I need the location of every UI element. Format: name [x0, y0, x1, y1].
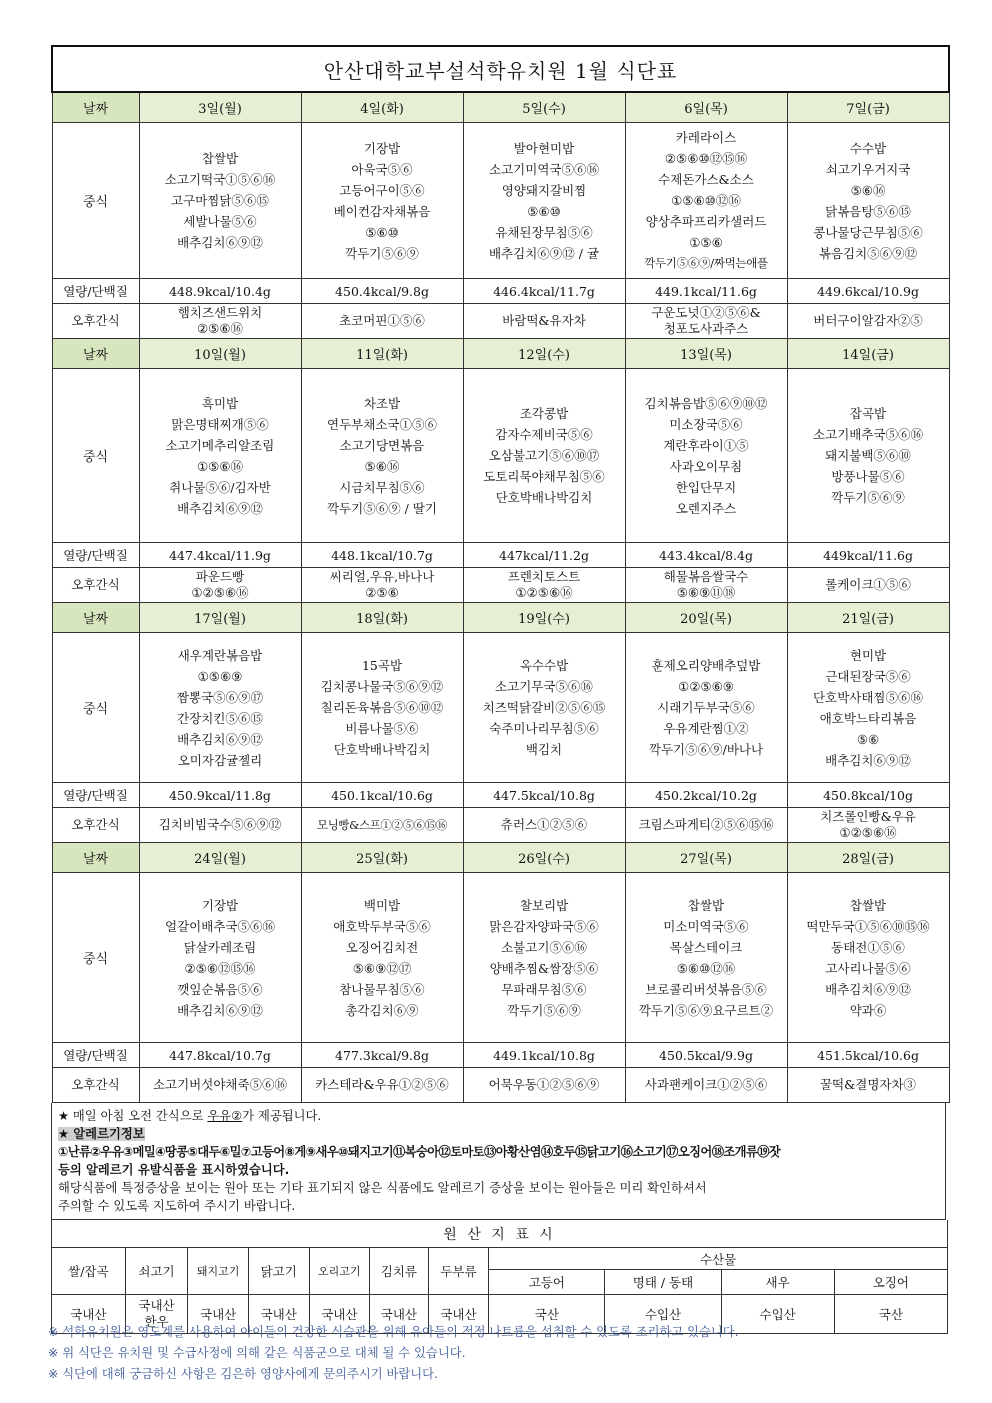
- menu-item: 콩나물당근무침⑤⑥: [813, 224, 923, 240]
- lunch-menu-cell: [463, 369, 625, 543]
- menu-item: ①②⑤⑥⑨: [677, 679, 735, 694]
- snack-item: 카스테라&우유①②⑤⑥: [315, 1077, 449, 1092]
- menu-item: 쇠고기우거지국: [825, 161, 911, 177]
- lunch-menu-cell: [625, 369, 787, 543]
- lunch-menu-cell: [301, 633, 463, 783]
- menu-item: 소고기무국⑤⑥⑯: [495, 679, 593, 694]
- snack-label: 오후간식: [52, 808, 139, 843]
- menu-item: 얼갈이배추국⑤⑥⑯: [165, 918, 275, 934]
- lunch-label: 중식: [52, 873, 139, 1043]
- day-header: 14일(금): [787, 339, 949, 369]
- kcal-value: 451.5kcal/10.6g: [787, 1043, 949, 1068]
- menu-item: 베이컨감자채볶음: [333, 203, 431, 219]
- menu-item: 단호박배나박김치: [333, 742, 431, 757]
- allergy-list: ①난류②우유③메밀④땅콩⑤대두⑥밀⑦고등어⑧게⑨새우⑩돼지고기⑪복숭아⑫토마토⑬아황산염⑭호두⑮닭고기⑯소고기⑰오징어⑱조개류⑲잣: [58, 1145, 781, 1159]
- lunch-menu-cell: [139, 633, 301, 783]
- menu-item: 애호박두부국⑤⑥: [333, 918, 431, 934]
- day-header: 26일(수): [463, 843, 625, 873]
- origin-value-tofu: 국내산: [428, 1295, 489, 1334]
- menu-item: 동태전①⑤⑥: [831, 939, 905, 955]
- day-header: 6일(목): [625, 92, 787, 123]
- snack-cell: [463, 1068, 625, 1103]
- origin-header-chicken: 닭고기: [248, 1248, 309, 1295]
- menu-item: 맑은감자양파국⑤⑥: [489, 918, 599, 934]
- menu-item: 돼지불백⑤⑥⑩: [825, 448, 911, 463]
- snack-cell: [301, 304, 463, 339]
- menu-item: 세발나물⑤⑥: [183, 214, 257, 229]
- menu-item: 유채된장무침⑤⑥: [495, 224, 593, 240]
- snack-cell: [787, 568, 949, 603]
- menu-item: 숙주미나리무침⑤⑥: [489, 721, 599, 736]
- snack-item: 김치비빔국수⑤⑥⑨⑫: [158, 817, 282, 832]
- menu-item: 깍두기⑤⑥⑨/바나나: [648, 742, 764, 757]
- menu-item: 배추김치⑥⑨⑫: [825, 752, 911, 768]
- menu-item: 배추김치⑥⑨⑫: [825, 981, 911, 997]
- menu-item: 단호박배나박김치: [495, 490, 593, 505]
- menu-item: ⑤⑥⑩: [365, 224, 399, 240]
- menu-item: 한입단무지: [675, 479, 737, 495]
- menu-item: 고등어구이⑤⑥: [339, 182, 425, 198]
- snack-item: 씨리얼,우유,바나나: [329, 569, 435, 584]
- snack-item: 파운드빵: [195, 569, 245, 584]
- lunch-label: 중식: [52, 633, 139, 783]
- kcal-label: 열량/단백질: [52, 1043, 139, 1068]
- day-header: 10일(월): [139, 339, 301, 369]
- lunch-menu-cell: [787, 633, 949, 783]
- menu-item: 떡만두국①⑤⑥⑩⑮⑯: [806, 918, 930, 934]
- menu-item: 볶음김치⑤⑥⑨⑫: [818, 245, 918, 261]
- snack-item: 바람떡&유자차: [502, 313, 586, 328]
- allergy-info-heading: ★ 알레르기정보: [58, 1127, 145, 1141]
- menu-item: 깍두기⑤⑥⑨: [507, 1002, 581, 1018]
- menu-item: 잡곡밥: [849, 406, 887, 421]
- snack-cell: [139, 1068, 301, 1103]
- menu-item: ②⑤⑥⑩⑫⑮⑯: [664, 151, 748, 166]
- snack-cell: [139, 808, 301, 843]
- kcal-value: 449.1kcal/11.6g: [625, 279, 787, 304]
- menu-item: 소고기떡국①⑤⑥⑯: [164, 172, 276, 187]
- origin-value-shrimp: 수입산: [721, 1295, 834, 1334]
- menu-table: [51, 45, 950, 1103]
- day-header: 17일(월): [139, 603, 301, 633]
- menu-item: 양배추찜&쌈장⑤⑥: [489, 960, 599, 976]
- snack-cell: [463, 568, 625, 603]
- day-header: 18일(화): [301, 603, 463, 633]
- lunch-menu-cell: [625, 633, 787, 783]
- morning-snack-note: ★ 매일 아침 오전 간식으로 우유②가 제공됩니다.: [58, 1109, 322, 1123]
- day-header: 25일(화): [301, 843, 463, 873]
- kcal-value: 448.1kcal/10.7g: [301, 543, 463, 568]
- kcal-value: 447.5kcal/10.8g: [463, 783, 625, 808]
- menu-item: 사과오이무침: [669, 458, 743, 474]
- menu-item: 간장치킨⑤⑥⑮: [177, 710, 263, 726]
- lunch-menu-cell: [139, 123, 301, 279]
- menu-item: 배추김치⑥⑨⑫: [177, 500, 263, 516]
- origin-value-pollock: 수입산: [605, 1295, 721, 1334]
- menu-item: 도토리묵야채무침⑤⑥: [483, 469, 605, 484]
- menu-item: 브로콜리버섯볶음⑤⑥: [645, 981, 767, 997]
- origin-header-tofu: 두부류: [428, 1248, 489, 1295]
- menu-item: 백미밥: [363, 897, 401, 913]
- snack-item: ①②⑤⑥⑯: [515, 585, 573, 600]
- menu-item: 영양돼지갈비찜: [501, 182, 587, 198]
- snack-cell: [139, 304, 301, 339]
- menu-item: 계란후라이①⑤: [663, 437, 749, 453]
- snack-item: 버터구이알감자②⑤: [813, 313, 923, 328]
- menu-item: 애호박느타리볶음: [819, 710, 917, 726]
- kcal-value: 450.5kcal/9.9g: [625, 1043, 787, 1068]
- page-title: 안산대학교부설석학유치원 1월 식단표: [52, 46, 949, 92]
- footer-notes: [48, 1322, 948, 1385]
- menu-item: ①⑤⑥⑯: [196, 458, 244, 474]
- origin-header-kimchi: 김치류: [370, 1248, 429, 1295]
- snack-item: ②⑤⑥: [365, 585, 399, 600]
- menu-item: 찹쌀밥: [687, 897, 725, 913]
- menu-item: 깍두기⑤⑥⑨ / 딸기: [326, 500, 438, 516]
- origin-header-shrimp: 새우: [721, 1270, 834, 1295]
- menu-item: 깻잎순볶음⑤⑥: [177, 981, 263, 997]
- snack-cell: [625, 1068, 787, 1103]
- menu-item: 소고기미역국⑤⑥⑯: [489, 161, 599, 177]
- day-header: 21일(금): [787, 603, 949, 633]
- menu-item: 감자수제비국⑤⑥: [495, 427, 593, 442]
- menu-item: 흑미밥: [201, 395, 239, 411]
- menu-item: 미소장국⑤⑥: [669, 416, 743, 432]
- day-header: 3일(월): [139, 92, 301, 123]
- snack-item: 해물볶음쌀국수: [663, 569, 749, 584]
- menu-item: 수제돈가스&소스: [658, 172, 754, 187]
- kcal-value: 477.3kcal/9.8g: [301, 1043, 463, 1068]
- lunch-menu-cell: [139, 873, 301, 1043]
- notes-section: [51, 1103, 946, 1220]
- day-header: 11일(화): [301, 339, 463, 369]
- lunch-label: 중식: [52, 369, 139, 543]
- menu-item: 근대된장국⑤⑥: [825, 668, 911, 684]
- snack-item: 청포도사과주스: [663, 321, 749, 336]
- day-header: 13일(목): [625, 339, 787, 369]
- origin-value-pork: 국내산: [188, 1295, 249, 1334]
- kcal-value: 450.8kcal/10g: [787, 783, 949, 808]
- menu-item: 차조밥: [363, 395, 401, 411]
- menu-item: 닭볶음탕⑤⑥⑮: [825, 203, 911, 219]
- kcal-value: 449.6kcal/10.9g: [787, 279, 949, 304]
- menu-item: 발아현미밥: [513, 140, 575, 156]
- day-header: 7일(금): [787, 92, 949, 123]
- menu-item: 배추김치⑥⑨⑫: [177, 235, 263, 250]
- menu-item: 깍두기⑤⑥⑨: [831, 490, 905, 505]
- origin-value-grain: 국내산: [52, 1295, 126, 1334]
- snack-cell: [625, 808, 787, 843]
- menu-item: ①⑤⑥⑩⑫⑯: [671, 193, 741, 208]
- lunch-menu-cell: [463, 123, 625, 279]
- lunch-menu-cell: [787, 123, 949, 279]
- footer-note: ※ 위 식단은 유치원 및 수급사정에 의해 같은 식품군으로 대체 될 수 있습니다.: [48, 1346, 466, 1360]
- menu-item: 비름나물⑤⑥: [345, 721, 419, 736]
- origin-value-mackerel: 국산: [489, 1295, 605, 1334]
- menu-item: ⑤⑥: [856, 731, 880, 747]
- kcal-value: 450.4kcal/9.8g: [301, 279, 463, 304]
- date-label: 날짜: [52, 92, 139, 123]
- snack-item: 프렌치토스트: [507, 569, 581, 584]
- lunch-menu-cell: [139, 369, 301, 543]
- snack-label: 오후간식: [52, 304, 139, 339]
- menu-item: ①⑤⑥: [689, 235, 723, 250]
- date-label: 날짜: [52, 339, 139, 369]
- menu-item: 참나물무침⑤⑥: [339, 981, 425, 997]
- menu-item: 조각콩밥: [519, 406, 569, 421]
- snack-cell: [787, 304, 949, 339]
- day-header: 19일(수): [463, 603, 625, 633]
- day-header: 28일(금): [787, 843, 949, 873]
- snack-cell: [625, 568, 787, 603]
- origin-header-beef: 쇠고기: [125, 1248, 188, 1295]
- menu-item: 배추김치⑥⑨⑫ / 귤: [488, 245, 600, 261]
- menu-item: ①⑤⑥⑨: [197, 668, 243, 684]
- lunch-menu-cell: [787, 873, 949, 1043]
- snack-item: 츄러스①②⑤⑥: [500, 817, 588, 832]
- origin-header-pollock: 명태 / 동태: [605, 1270, 721, 1295]
- menu-item: ⑤⑥⑯: [850, 182, 886, 198]
- kcal-value: 450.2kcal/10.2g: [625, 783, 787, 808]
- footer-note: ※ 석학유치원은 영도계를 사용하여 아이들의 건강한 식습관을 위해 유아들의 적정 나트륨을 섭취할 수 있도록 조리하고 있습니다.: [48, 1325, 739, 1339]
- snack-item: 구운도넛①②⑤⑥&: [651, 305, 761, 320]
- menu-item: 단호박사태찜⑤⑥⑯: [813, 689, 923, 705]
- kcal-value: 448.9kcal/10.4g: [139, 279, 301, 304]
- menu-item: 찹쌀밥: [849, 897, 887, 913]
- lunch-menu-cell: [787, 369, 949, 543]
- origin-value-chicken: 국내산: [248, 1295, 309, 1334]
- menu-item: 훈제오리양배추덮밥: [651, 658, 761, 673]
- day-header: 12일(수): [463, 339, 625, 369]
- menu-item: 김치볶음밥⑤⑥⑨⑩⑫: [644, 395, 768, 411]
- origin-value-beef: 국내산 한우: [125, 1295, 188, 1334]
- origin-value-kimchi: 국내산: [370, 1295, 429, 1334]
- lunch-menu-cell: [625, 873, 787, 1043]
- menu-item: 오미자감귤젤리: [177, 752, 263, 768]
- menu-item: 고사리나물⑤⑥: [825, 960, 911, 976]
- origin-header-duck: 오리고기: [309, 1248, 370, 1295]
- menu-item: 배추김치⑥⑨⑫: [177, 1002, 263, 1018]
- snack-item: 치즈롤인빵&우유: [820, 809, 916, 824]
- menu-item: 아욱국⑤⑥: [351, 161, 413, 177]
- snack-label: 오후간식: [52, 1068, 139, 1103]
- lunch-menu-cell: [463, 633, 625, 783]
- kcal-value: 450.9kcal/11.8g: [139, 783, 301, 808]
- snack-item: ①②⑤⑥⑯: [191, 585, 249, 600]
- kcal-value: 443.4kcal/8.4g: [625, 543, 787, 568]
- menu-item: 무파래무침⑤⑥: [501, 981, 587, 997]
- lunch-menu-cell: [301, 873, 463, 1043]
- snack-cell: [139, 568, 301, 603]
- snack-item: 사과팬케이크①②⑤⑥: [644, 1077, 768, 1092]
- origin-header-mackerel: 고등어: [489, 1270, 605, 1295]
- kcal-value: 450.1kcal/10.6g: [301, 783, 463, 808]
- snack-cell: [463, 808, 625, 843]
- menu-item: ⑤⑥⑯: [364, 458, 400, 474]
- menu-item: 목살스테이크: [669, 939, 743, 955]
- day-header: 24일(월): [139, 843, 301, 873]
- date-label: 날짜: [52, 603, 139, 633]
- menu-item: 총각김치⑥⑨: [345, 1002, 419, 1018]
- snack-item: 어묵우동①②⑤⑥⑨: [488, 1077, 600, 1092]
- menu-item: 맑은명태찌개⑤⑥: [171, 416, 269, 432]
- origin-header-grain: 쌀/잡곡: [52, 1248, 126, 1295]
- snack-item: ②⑤⑥⑯: [196, 321, 244, 336]
- lunch-menu-cell: [625, 123, 787, 279]
- menu-item: 시금치무침⑤⑥: [339, 479, 425, 495]
- menu-item: 깍두기⑤⑥⑨요구르트②: [638, 1002, 774, 1018]
- kcal-value: 447kcal/11.2g: [463, 543, 625, 568]
- menu-item: 우유계란찜①②: [663, 721, 749, 736]
- origin-value-duck: 국내산: [309, 1295, 370, 1334]
- kcal-value: 447.4kcal/11.9g: [139, 543, 301, 568]
- caution-line-2: 주의할 수 있도록 지도하여 주시기 바랍니다.: [58, 1199, 296, 1213]
- menu-item: ⑤⑥⑩: [527, 203, 561, 219]
- kcal-label: 열량/단백질: [52, 279, 139, 304]
- snack-item: 롤케이크①⑤⑥: [825, 577, 911, 592]
- menu-item: 깍두기⑤⑥⑨: [345, 245, 419, 261]
- menu-item: 기장밥: [363, 140, 401, 156]
- snack-cell: [787, 808, 949, 843]
- menu-item: 배추김치⑥⑨⑫: [177, 731, 263, 747]
- menu-item: 소고기배추국⑤⑥⑯: [813, 427, 923, 442]
- origin-header-pork: 돼지고기: [188, 1248, 249, 1295]
- snack-item: 모닝빵&스프①②⑤⑥⑮⑯: [317, 818, 447, 832]
- menu-item: 약과⑥: [849, 1002, 887, 1018]
- origin-table: [51, 1220, 948, 1334]
- menu-item: 연두부채소국①⑤⑥: [327, 416, 437, 432]
- menu-item: 짬뽕국⑤⑥⑨⑰: [176, 689, 264, 705]
- kcal-value: 446.4kcal/11.7g: [463, 279, 625, 304]
- caution-line-1: 해당식품에 특정증상을 보이는 원아 또는 기타 표기되지 않은 식품에도 알레르기 증상을 보이는 원아들은 미리 확인하셔서: [58, 1181, 707, 1195]
- snack-item: ①②⑤⑥⑯: [839, 825, 897, 840]
- lunch-menu-cell: [463, 873, 625, 1043]
- menu-item: 오징어김치전: [345, 939, 419, 955]
- date-label: 날짜: [52, 843, 139, 873]
- menu-item: ⑤⑥⑩⑫⑯: [676, 960, 736, 976]
- menu-item: 고구마찜닭⑤⑥⑮: [171, 193, 269, 208]
- menu-item: 새우계란볶음밥: [177, 647, 263, 663]
- menu-item: 현미밥: [849, 647, 887, 663]
- snack-item: 꿀떡&결명자차③: [819, 1077, 917, 1092]
- snack-item: ⑤⑥⑨⑪⑱: [676, 585, 736, 600]
- origin-header-squid: 오징어: [834, 1270, 947, 1295]
- day-header: 4일(화): [301, 92, 463, 123]
- origin-title: 원 산 지 표 시: [52, 1220, 948, 1248]
- snack-cell: [301, 568, 463, 603]
- menu-item: 양상추파프리카샐러드: [645, 214, 767, 229]
- menu-item: 취나물⑤⑥/김자반: [169, 479, 271, 495]
- kcal-label: 열량/단백질: [52, 543, 139, 568]
- origin-value-squid: 국산: [834, 1295, 947, 1334]
- menu-item: 소고기메추리알조림: [165, 437, 275, 453]
- footer-note: ※ 식단에 대해 궁금하신 사항은 김은하 영양사에게 문의주시기 바랍니다.: [48, 1367, 438, 1381]
- menu-item: ②⑤⑥⑫⑮⑯: [184, 960, 256, 976]
- menu-item: 미소미역국⑤⑥: [663, 918, 749, 934]
- kcal-value: 449kcal/11.6g: [787, 543, 949, 568]
- menu-item: 오렌지주스: [675, 500, 737, 516]
- menu-item: 칠리돈육볶음⑤⑥⑩⑫: [320, 700, 444, 715]
- menu-item: 깍두기⑤⑥⑨/짜먹는애플: [644, 256, 768, 270]
- snack-cell: [301, 1068, 463, 1103]
- menu-item: 시래기두부국⑤⑥: [657, 700, 755, 715]
- lunch-label: 중식: [52, 123, 139, 279]
- snack-label: 오후간식: [52, 568, 139, 603]
- snack-item: 햄치즈샌드위치: [177, 305, 263, 320]
- menu-item: 찰보리밥: [519, 897, 569, 913]
- lunch-menu-cell: [301, 369, 463, 543]
- menu-item: 김치콩나물국⑤⑥⑨⑫: [320, 679, 444, 694]
- menu-item: 방풍나물⑤⑥: [831, 469, 905, 484]
- lunch-menu-cell: [301, 123, 463, 279]
- kcal-label: 열량/단백질: [52, 783, 139, 808]
- snack-cell: [625, 304, 787, 339]
- snack-item: 소고기버섯야채죽⑤⑥⑯: [152, 1077, 288, 1092]
- day-header: 20일(목): [625, 603, 787, 633]
- menu-item: ⑤⑥⑨⑫⑰: [352, 960, 412, 976]
- menu-item: 소고기당면볶음: [339, 437, 425, 453]
- menu-item: 닭살카레조림: [183, 939, 257, 955]
- menu-item: 옥수수밥: [519, 658, 569, 673]
- menu-item: 치즈떡닭갈비②⑤⑥⑮: [482, 700, 606, 715]
- day-header: 27일(목): [625, 843, 787, 873]
- kcal-value: 447.8kcal/10.7g: [139, 1043, 301, 1068]
- snack-item: 초코머핀①⑤⑥: [339, 313, 425, 328]
- menu-item: 수수밥: [849, 140, 887, 156]
- menu-item: 백김치: [525, 742, 563, 757]
- allergy-sentence: 등의 알레르기 유발식품을 표시하였습니다.: [58, 1163, 290, 1177]
- snack-cell: [787, 1068, 949, 1103]
- snack-item: 크림스파게티②⑤⑥⑮⑯: [638, 817, 774, 832]
- menu-item: 15곡밥: [361, 658, 403, 673]
- kcal-value: 449.1kcal/10.8g: [463, 1043, 625, 1068]
- snack-cell: [301, 808, 463, 843]
- menu-item: 기장밥: [201, 897, 239, 913]
- menu-item: 카레라이스: [675, 130, 737, 145]
- menu-item: 찹쌀밥: [201, 151, 239, 166]
- menu-item: 소불고기⑤⑥⑯: [501, 939, 587, 955]
- snack-cell: [463, 304, 625, 339]
- day-header: 5일(수): [463, 92, 625, 123]
- menu-item: 오삼불고기⑤⑥⑩⑰: [488, 448, 600, 463]
- origin-header-seafood: 수산물: [489, 1248, 948, 1270]
